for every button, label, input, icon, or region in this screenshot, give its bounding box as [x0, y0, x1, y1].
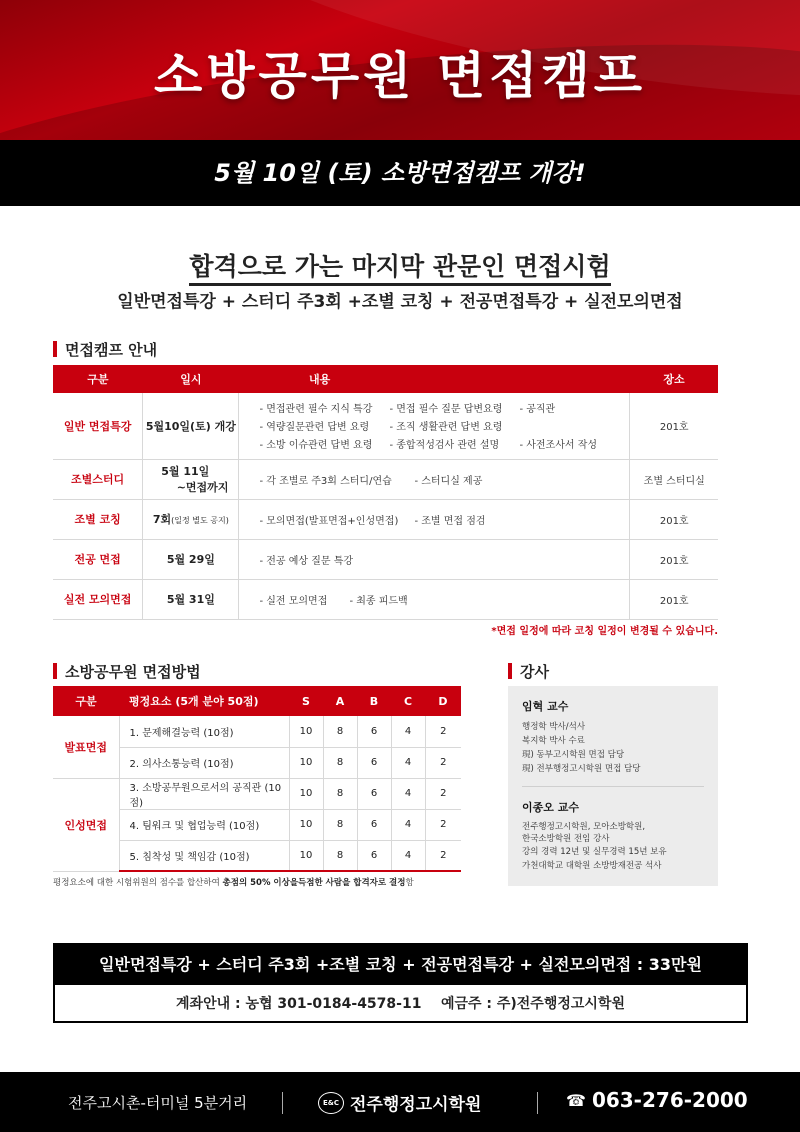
content-item: - 소방 이슈관련 답변 요령 — [259, 440, 373, 452]
header-criteria: 평정요소 (5개 분야 50점) — [119, 686, 289, 716]
score-b: 6 — [357, 809, 391, 840]
score-d: 2 — [425, 778, 461, 809]
header-grade-b: B — [357, 686, 391, 716]
content-item: - 전공 예상 질문 특강 — [259, 555, 354, 567]
score-s: 10 — [289, 840, 323, 871]
academy-name: 전주행정고시학원 — [350, 1095, 482, 1115]
criteria-item: 5. 침착성 및 책임감 (10점) — [119, 840, 289, 871]
content-item: - 사전조사서 작성 — [519, 440, 598, 452]
content-item: - 면접관련 필수 지식 특강 — [259, 404, 373, 416]
content-item: - 모의면접(발표면접+인성면접) — [259, 515, 399, 527]
page-title: 소방공무원 면접캠프 — [153, 47, 647, 105]
header-grade-d: D — [425, 686, 461, 716]
header-date: 일시 — [143, 365, 239, 393]
schedule-note: *면접 일정에 따라 코칭 일정이 변경될 수 있습니다. — [491, 626, 718, 637]
score-c: 4 — [391, 778, 425, 809]
header-place: 장소 — [630, 365, 718, 393]
score-a: 8 — [323, 778, 357, 809]
footer — [0, 1072, 800, 1132]
hero-banner — [0, 0, 800, 140]
opening-date-band: 5월 10일 (토) 소방면접캠프 개강! — [0, 140, 800, 206]
footer-location: 전주고시촌-터미널 5분거리 — [68, 1094, 248, 1112]
content-item: - 스터디실 제공 — [414, 475, 483, 487]
price-summary: 일반면접특강 + 스터디 주3회 +조별 코칭 + 전공면접특강 + 실전모의면접 : 33만원 — [55, 945, 746, 985]
score-c: 4 — [391, 716, 425, 747]
lecturer-detail: 행정학 박사/석사 — [522, 722, 586, 732]
lecturer-name: 이종오 교수 — [522, 801, 579, 814]
account-info: 계좌안내 : 농협 301-0184-4578-11 예금주 : 주)전주행정고시학원 — [176, 996, 625, 1012]
price-box — [53, 943, 748, 1023]
header-content: 내용 — [239, 365, 630, 393]
footer-divider — [282, 1092, 283, 1114]
content-item: - 조직 생활관련 답변 요령 — [389, 422, 503, 434]
table-row — [53, 539, 718, 579]
score-b: 6 — [357, 716, 391, 747]
table-header-row — [53, 365, 718, 393]
score-d: 2 — [425, 716, 461, 747]
content-item: - 종합적성검사 관련 설명 — [389, 440, 500, 452]
academy-logo-icon: E&C — [318, 1092, 344, 1114]
score-s: 10 — [289, 747, 323, 778]
criteria-item: 1. 문제해결능력 (10점) — [119, 716, 289, 747]
table-row — [53, 778, 461, 809]
score-d: 2 — [425, 840, 461, 871]
table-header-row — [53, 686, 461, 716]
criteria-item: 4. 팀워크 및 협업능력 (10점) — [119, 809, 289, 840]
group-label: 발표면접 — [53, 716, 119, 778]
intro-subtitle: 일반면접특강 + 스터디 주3회 +조별 코칭 + 전공면접특강 + 실전모의면접 — [117, 292, 683, 312]
lecturer-detail: 現) 전부행정고시학원 면접 담당 — [522, 764, 641, 774]
table-row — [53, 459, 718, 499]
date-main: 7회 — [152, 513, 172, 526]
phone-icon: ☎ — [566, 1090, 586, 1110]
score-a: 8 — [323, 840, 357, 871]
phone-number: 063-276-2000 — [591, 1088, 748, 1112]
row-date: 5월 29일 — [143, 539, 239, 579]
content-item: - 역량질문관련 답변 요령 — [259, 422, 370, 434]
content-item: - 면접 필수 질문 답변요령 — [389, 404, 503, 416]
camp-section-title: 면접캠프 안내 — [53, 339, 157, 360]
intro-title: 합격으로 가는 마지막 관문인 면접시험 — [0, 247, 800, 283]
row-label: 실전 모의면접 — [53, 579, 143, 619]
lecturer-detail: 現) 동부고시학원 면접 담당 — [522, 750, 625, 760]
score-c: 4 — [391, 840, 425, 871]
header-category: 구분 — [53, 365, 143, 393]
row-label: 일반 면접특강 — [53, 393, 143, 459]
lecturer-name: 임혁 교수 — [522, 700, 569, 713]
table-row — [53, 393, 718, 459]
header-grade-a: A — [323, 686, 357, 716]
row-date: 5월 31일 — [143, 579, 239, 619]
lecturer-section-title: 강사 — [508, 661, 549, 682]
row-label: 조별 코칭 — [53, 499, 143, 539]
footer-phone[interactable] — [566, 1088, 748, 1112]
lecturer-detail: 전주행정고시학원, 모아소방학원, — [522, 822, 646, 832]
lecturer-panel — [508, 686, 718, 886]
date-line: 5월 11일 — [161, 465, 210, 478]
score-b: 6 — [357, 840, 391, 871]
row-place: 201호 — [630, 579, 718, 619]
score-b: 6 — [357, 778, 391, 809]
row-label: 조별스터디 — [53, 459, 143, 499]
lecturer-detail: 한국소방학원 전임 강사 — [522, 834, 610, 844]
lecturer-detail: 가천대학교 대학원 소방방재전공 석사 — [522, 861, 662, 871]
row-content — [239, 539, 630, 579]
interview-method-table — [53, 686, 461, 872]
table-row — [53, 579, 718, 619]
content-item: - 조별 면접 점검 — [414, 515, 486, 527]
row-content — [239, 579, 630, 619]
method-section-title: 소방공무원 면접방법 — [53, 661, 201, 682]
table-row — [53, 499, 718, 539]
table-row — [53, 716, 461, 747]
header-grade-c: C — [391, 686, 425, 716]
date-line: ~면접까지 — [176, 481, 229, 494]
score-d: 2 — [425, 747, 461, 778]
content-item: - 각 조별로 주3회 스터디/연습 — [259, 475, 392, 487]
lecturer-detail: 복지학 박사 수료 — [522, 736, 585, 746]
group-label: 인성면접 — [53, 778, 119, 871]
score-s: 10 — [289, 778, 323, 809]
criteria-item: 3. 소방공무원으로서의 공직관 (10점) — [119, 778, 289, 809]
score-a: 8 — [323, 747, 357, 778]
row-content — [239, 393, 630, 459]
score-a: 8 — [323, 716, 357, 747]
row-date — [143, 499, 239, 539]
row-place: 201호 — [630, 499, 718, 539]
scoring-note: 평정요소에 대한 시험위원의 점수를 합산하여 총점의 50% 이상을득점한 사람을 합격자로 결정함 — [53, 878, 414, 888]
score-a: 8 — [323, 809, 357, 840]
row-label: 전공 면접 — [53, 539, 143, 579]
content-item: - 공직관 — [519, 404, 556, 416]
header-category: 구분 — [53, 686, 119, 716]
row-content — [239, 459, 630, 499]
footer-divider — [537, 1092, 538, 1114]
score-c: 4 — [391, 747, 425, 778]
score-s: 10 — [289, 716, 323, 747]
divider — [522, 786, 704, 787]
criteria-item: 2. 의사소통능력 (10점) — [119, 747, 289, 778]
row-date: 5월10일(토) 개강 — [143, 393, 239, 459]
content-item: - 최종 피드백 — [349, 595, 408, 607]
content-item — [519, 418, 629, 433]
footer-academy — [318, 1090, 481, 1115]
score-c: 4 — [391, 809, 425, 840]
row-place: 201호 — [630, 539, 718, 579]
header-grade-s: S — [289, 686, 323, 716]
row-place: 201호 — [630, 393, 718, 459]
lecturer-detail: 강의 경력 12년 및 실무경력 15년 보유 — [522, 847, 667, 857]
row-content — [239, 499, 630, 539]
row-place: 조별 스터디실 — [630, 459, 718, 499]
score-b: 6 — [357, 747, 391, 778]
score-d: 2 — [425, 809, 461, 840]
camp-schedule-table — [53, 365, 718, 620]
content-item: - 실전 모의면접 — [259, 595, 328, 607]
score-s: 10 — [289, 809, 323, 840]
row-date — [143, 459, 239, 499]
date-note: (일정 별도 공지) — [171, 516, 229, 525]
